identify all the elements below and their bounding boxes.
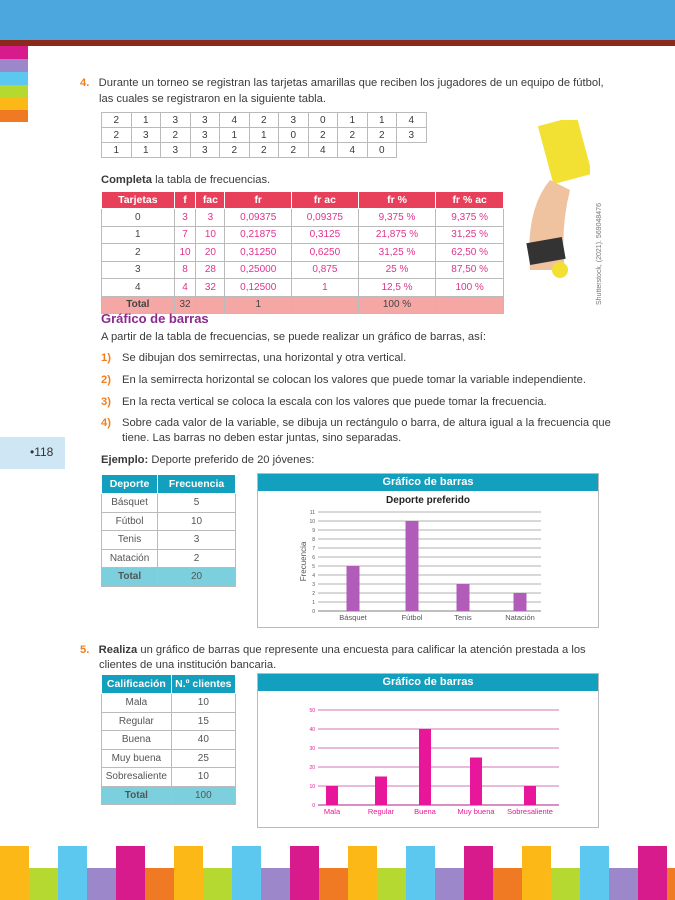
- table-cell: 5: [158, 494, 236, 513]
- example-label: Ejemplo: Deporte preferido de 20 jóvenes:: [101, 454, 315, 466]
- table-cell: Sobresaliente: [102, 768, 172, 787]
- table-cell: Buena: [102, 731, 172, 750]
- total-row: [102, 568, 236, 587]
- section-title: Gráfico de barras: [101, 311, 209, 326]
- table-cell: 2: [102, 128, 132, 143]
- table-cell: 1: [131, 113, 161, 128]
- y-tick-label: 10: [309, 519, 315, 525]
- table-cell: Regular: [102, 712, 172, 731]
- border-block: [29, 868, 58, 900]
- table-cell: 3: [161, 113, 191, 128]
- table-row: [102, 128, 427, 143]
- top-divider: [0, 40, 675, 46]
- chart-header: Gráfico de barras: [258, 674, 598, 691]
- table-cell: 1: [131, 143, 161, 158]
- table-cell: 10: [196, 226, 225, 244]
- table-cell: 62,50 %: [436, 244, 504, 262]
- table-cell: 0: [367, 143, 397, 158]
- column-header: fr: [225, 192, 292, 209]
- table-cell: Mala: [102, 694, 172, 713]
- y-tick-label: 4: [312, 573, 315, 579]
- bar-sobresaliente: [524, 786, 536, 805]
- table-cell: 3: [196, 209, 225, 227]
- column-header: N.º clientes: [171, 675, 235, 694]
- y-tick-label: 30: [309, 746, 315, 752]
- table-cell: 0,21875: [225, 226, 292, 244]
- column-header: fr % ac: [436, 192, 504, 209]
- border-block: [493, 868, 522, 900]
- table-cell: 3: [190, 143, 220, 158]
- column-header: Frecuencia: [158, 475, 236, 494]
- table-row: [102, 494, 236, 513]
- table-cell: 31,25 %: [358, 244, 436, 262]
- table-cell: 4: [102, 279, 175, 297]
- table-cell: 40: [171, 731, 235, 750]
- y-tick-label: 0: [312, 609, 315, 615]
- table-row: [102, 749, 236, 768]
- table-row: [102, 113, 427, 128]
- y-tick-label: 8: [312, 537, 315, 543]
- y-tick-label: 7: [312, 546, 315, 552]
- table-cell: 8: [174, 261, 196, 279]
- table-cell: 4: [397, 113, 427, 128]
- y-tick-label: 20: [309, 765, 315, 771]
- table-cell: 10: [158, 512, 236, 531]
- table-cell: 21,875 %: [358, 226, 436, 244]
- y-tick-label: 50: [309, 708, 315, 714]
- table-cell: 2: [249, 113, 279, 128]
- total-row: [102, 786, 236, 805]
- x-tick-label: Regular: [367, 807, 395, 816]
- border-block: [58, 846, 87, 900]
- step-text: Sobre cada valor de la variable, se dibuja un rectángulo o barra, de altura igual a la frecuencia que: [122, 417, 611, 429]
- y-tick-label: 3: [312, 582, 315, 588]
- table-cell: 2: [308, 128, 338, 143]
- step-number: 3): [101, 396, 111, 408]
- border-block: [638, 846, 667, 900]
- column-header: f: [174, 192, 196, 209]
- header-row: [102, 475, 236, 494]
- border-block: [435, 868, 464, 900]
- table-cell: 32: [196, 279, 225, 297]
- bar-mala: [326, 786, 338, 805]
- table-cell: 1: [102, 226, 175, 244]
- step-item: [101, 351, 406, 366]
- y-tick-label: 9: [312, 528, 315, 534]
- header-row: [102, 675, 236, 694]
- top-banner: [0, 0, 675, 40]
- column-header: fr ac: [292, 192, 359, 209]
- step-item: [101, 395, 547, 410]
- table-cell: 4: [220, 113, 250, 128]
- chart-title: Deporte preferido: [386, 495, 470, 506]
- section-intro: A partir de la tabla de frecuencias, se puede realizar un gráfico de barras, así:: [101, 331, 486, 343]
- table-cell: 0,25000: [225, 261, 292, 279]
- bank-table: [101, 674, 236, 805]
- y-axis-label: Frecuencia: [299, 541, 308, 582]
- table-row: [102, 531, 236, 550]
- table-cell: 87,50 %: [436, 261, 504, 279]
- table-cell: 0: [102, 209, 175, 227]
- step-text: En la recta vertical se coloca la escala con los valores que puede tomar la frecuencia.: [122, 396, 547, 408]
- border-block: [319, 868, 348, 900]
- table-row: [102, 226, 504, 244]
- chart-plot: [258, 691, 598, 827]
- x-tick-label: Buena: [414, 807, 436, 816]
- table-cell: 2: [249, 143, 279, 158]
- table-cell: 2: [338, 128, 368, 143]
- border-block: [522, 846, 551, 900]
- border-block: [609, 868, 638, 900]
- step-number: 2): [101, 374, 111, 386]
- x-tick-label: Mala: [323, 807, 341, 816]
- table-cell: 0,875: [292, 261, 359, 279]
- table-cell: Básquet: [102, 494, 158, 513]
- table-cell: 2: [279, 143, 309, 158]
- table-cell: 9,375 %: [358, 209, 436, 227]
- table-cell: 0: [279, 128, 309, 143]
- table-cell: 0,6250: [292, 244, 359, 262]
- table-cell: 1: [225, 296, 292, 314]
- table-row: [102, 512, 236, 531]
- table-cell: 7: [174, 226, 196, 244]
- table-cell: [436, 296, 504, 314]
- table-cell: 0,3125: [292, 226, 359, 244]
- table-cell: 3: [190, 128, 220, 143]
- table-cell: 100 %: [436, 279, 504, 297]
- table-cell: Fútbol: [102, 512, 158, 531]
- bar-regular: [375, 777, 387, 806]
- x-tick-label: Básquet: [339, 613, 367, 622]
- table-cell: 32: [174, 296, 196, 314]
- table-cell: 3: [279, 113, 309, 128]
- y-tick-label: 40: [309, 727, 315, 733]
- border-block: [551, 868, 580, 900]
- table-row: [102, 244, 504, 262]
- bar-básquet: [347, 566, 360, 611]
- table-cell: 3: [174, 209, 196, 227]
- table-cell: 2: [220, 143, 250, 158]
- raw-data-table: [101, 112, 427, 158]
- table-cell: Tenis: [102, 531, 158, 550]
- table-cell: 2: [367, 128, 397, 143]
- exercise-4-text: 4. Durante un torneo se registran las tarjetas amarillas que reciben los jugadores de un equipo de fútbol,: [80, 77, 604, 89]
- exercise-5-text-2: clientes de una institución bancaria.: [99, 659, 277, 671]
- y-tick-label: 10: [309, 784, 315, 790]
- table-cell: 0: [308, 113, 338, 128]
- border-block: [406, 846, 435, 900]
- x-tick-label: Tenis: [454, 613, 472, 622]
- table-cell: 20: [196, 244, 225, 262]
- step-number: 1): [101, 352, 111, 364]
- page-number: •118: [30, 445, 54, 459]
- border-block: [87, 868, 116, 900]
- table-cell: 25 %: [358, 261, 436, 279]
- table-row: [102, 768, 236, 787]
- bar-buena: [419, 729, 431, 805]
- exercise-5-text: 5. Realiza un gráfico de barras que represente una encuesta para calificar la atención prestada a los: [80, 644, 586, 656]
- chart-header: Gráfico de barras: [258, 474, 598, 491]
- table-cell: Natación: [102, 549, 158, 568]
- table-cell: 1: [220, 128, 250, 143]
- border-block: [116, 846, 145, 900]
- table-row: [102, 261, 504, 279]
- y-tick-label: 0: [312, 803, 315, 809]
- step-text: Se dibujan dos semirrectas, una horizontal y otra vertical.: [122, 352, 407, 364]
- table-cell: Total: [102, 296, 175, 314]
- table-cell: 1: [102, 143, 132, 158]
- x-tick-label: Sobresaliente: [507, 807, 553, 816]
- table-cell: 31,25 %: [436, 226, 504, 244]
- exercise-4-text-2: las cuales se registraron en la siguiente tabla.: [99, 93, 326, 105]
- table-cell: 0,09375: [225, 209, 292, 227]
- y-tick-label: 1: [312, 600, 315, 606]
- table-cell: 28: [196, 261, 225, 279]
- step-text: tiene. Las barras no deben estar juntas, sino separadas.: [122, 432, 402, 444]
- table-cell: 10: [171, 694, 235, 713]
- border-block: [377, 868, 406, 900]
- table-cell: 3: [190, 113, 220, 128]
- frequency-table: [101, 191, 504, 314]
- bar-fútbol: [406, 521, 419, 611]
- border-block: [0, 846, 29, 900]
- bar-natación: [514, 593, 527, 611]
- x-tick-label: Natación: [505, 613, 535, 622]
- table-row: [102, 549, 236, 568]
- table-cell: 1: [249, 128, 279, 143]
- table-cell: Total: [102, 786, 172, 805]
- table-cell: 10: [174, 244, 196, 262]
- table-cell: 4: [308, 143, 338, 158]
- instruction: Completa la tabla de frecuencias.: [101, 174, 271, 186]
- table-cell: 15: [171, 712, 235, 731]
- column-header: fac: [196, 192, 225, 209]
- chart-deporte: [257, 473, 599, 628]
- bar-muy-buena: [470, 758, 482, 806]
- table-cell: 2: [161, 128, 191, 143]
- column-header: Deporte: [102, 475, 158, 494]
- step-item: [101, 373, 586, 388]
- table-row: [102, 279, 504, 297]
- bar-tenis: [457, 584, 470, 611]
- table-cell: 1: [292, 279, 359, 297]
- table-cell: 2: [102, 244, 175, 262]
- table-cell: 100 %: [358, 296, 436, 314]
- border-block: [580, 846, 609, 900]
- table-row: [102, 209, 504, 227]
- x-tick-label: Fútbol: [401, 613, 423, 622]
- table-cell: 2: [102, 113, 132, 128]
- chart-bank: [257, 673, 599, 828]
- table-row: [102, 731, 236, 750]
- header-row: [102, 192, 504, 209]
- border-block: [145, 868, 174, 900]
- table-cell: 4: [338, 143, 368, 158]
- border-block: [261, 868, 290, 900]
- border-block: [174, 846, 203, 900]
- border-block: [667, 868, 675, 900]
- table-cell: 3: [158, 531, 236, 550]
- y-tick-label: 11: [309, 510, 315, 516]
- table-cell: 9,375 %: [436, 209, 504, 227]
- column-header: fr %: [358, 192, 436, 209]
- column-header: Calificación: [102, 675, 172, 694]
- border-block: [203, 868, 232, 900]
- y-tick-label: 6: [312, 555, 315, 561]
- table-cell: 0,09375: [292, 209, 359, 227]
- table-cell: 20: [158, 568, 236, 587]
- border-block: [348, 846, 377, 900]
- table-row: [102, 712, 236, 731]
- table-row: [102, 143, 427, 158]
- y-tick-label: 2: [312, 591, 315, 597]
- table-cell: 0,12500: [225, 279, 292, 297]
- table-cell: 3: [397, 128, 427, 143]
- table-cell: 3: [131, 128, 161, 143]
- table-cell: 3: [161, 143, 191, 158]
- table-cell: 100: [171, 786, 235, 805]
- table-cell: 1: [367, 113, 397, 128]
- table-cell: 1: [338, 113, 368, 128]
- table-cell: 3: [102, 261, 175, 279]
- border-block: [232, 846, 261, 900]
- chart-plot: [258, 491, 598, 627]
- table-cell: Muy buena: [102, 749, 172, 768]
- table-row: [102, 694, 236, 713]
- border-block: [290, 846, 319, 900]
- example-table: [101, 474, 236, 587]
- table-cell: Total: [102, 568, 158, 587]
- table-cell: 4: [174, 279, 196, 297]
- step-number: 4): [101, 417, 111, 429]
- step-item: [101, 416, 611, 446]
- image-credit: Shutterstock, (2021). 569048476: [596, 203, 603, 305]
- table-cell: 12,5 %: [358, 279, 436, 297]
- x-tick-label: Muy buena: [457, 807, 495, 816]
- column-header: Tarjetas: [102, 192, 175, 209]
- table-cell: [292, 296, 359, 314]
- table-cell: 10: [171, 768, 235, 787]
- referee-hand-card-illustration: [520, 120, 590, 290]
- table-cell: 0,31250: [225, 244, 292, 262]
- step-text: En la semirrecta horizontal se colocan los valores que puede tomar la variable independiente.: [122, 374, 586, 386]
- border-block: [464, 846, 493, 900]
- table-cell: 25: [171, 749, 235, 768]
- y-tick-label: 5: [312, 564, 315, 570]
- table-cell: 2: [158, 549, 236, 568]
